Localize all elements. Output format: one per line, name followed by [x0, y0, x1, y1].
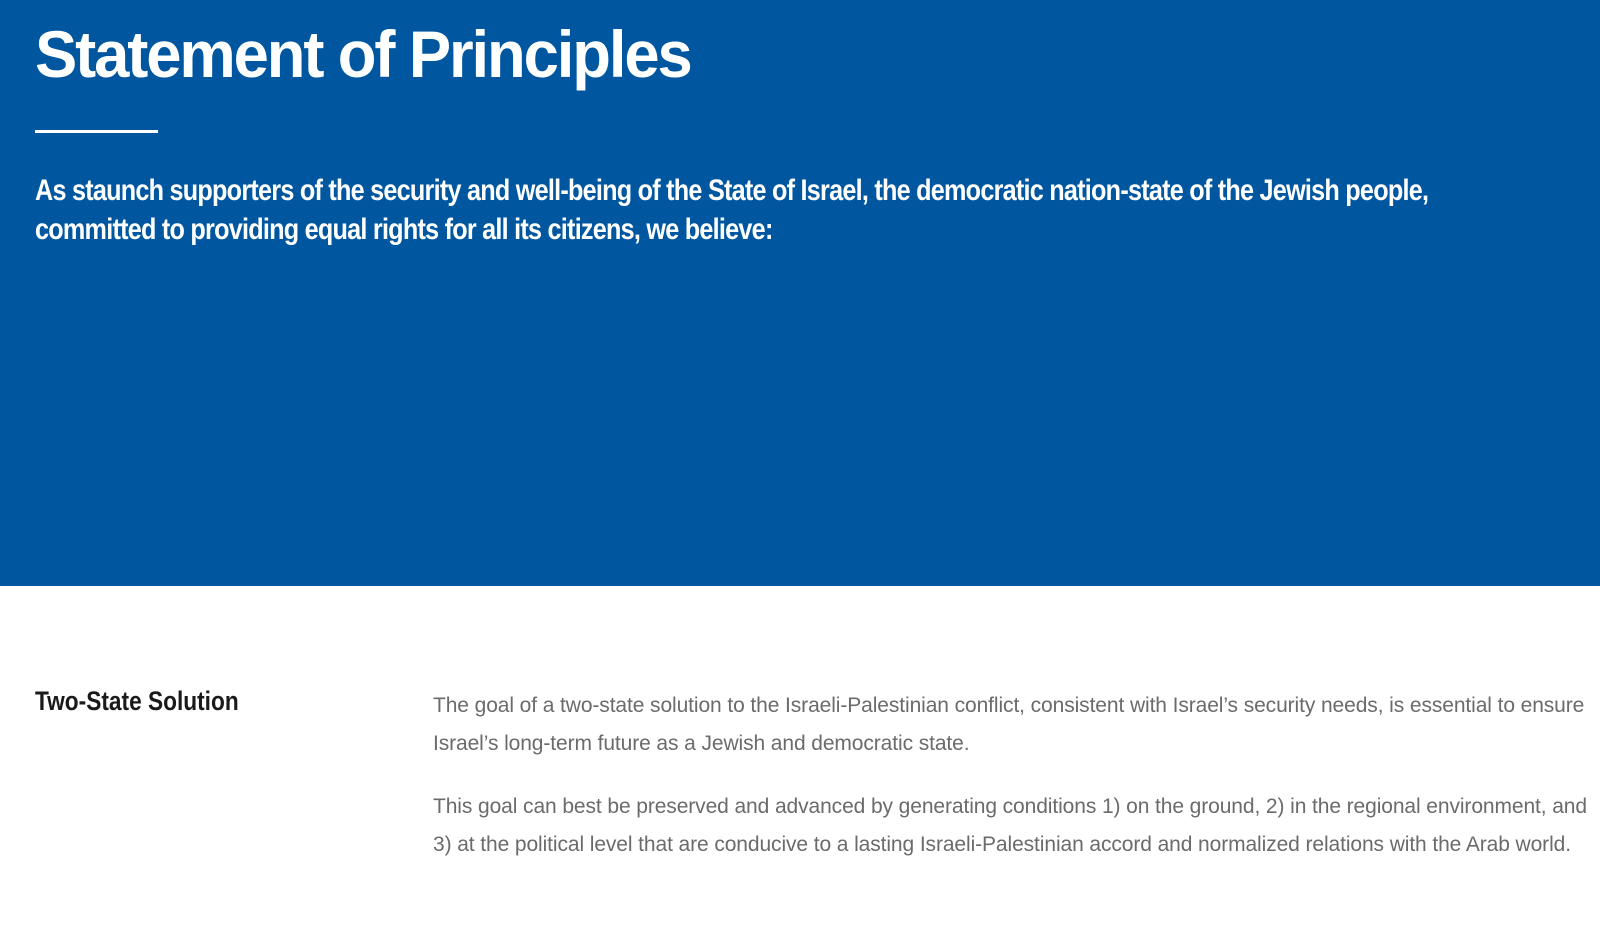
principle-body	[433, 687, 1588, 864]
principle-paragraph: The goal of a two-state solution to the Israeli-Palestinian conflict, consistent with Israel’s security needs, is essential to ensure Israel’s long-term future as a Jewish and democratic state.	[433, 694, 1585, 755]
principle-heading: Two-State Solution	[35, 686, 239, 716]
principle-paragraph: This goal can best be preserved and advanced by generating conditions 1) on the ground, 2) in the regional environment, and 3) at the political level that are conducive to a lasting Israeli-Palestinian accord and normalized relations with the Arab world.	[433, 795, 1587, 856]
page-title: Statement of Principles	[35, 17, 691, 91]
intro-statement: As staunch supporters of the security and well-being of the State of Israel, the democratic nation-state of the Jewish people, committed to providing equal rights for all its citizens, we believe:	[35, 174, 1429, 246]
title-divider	[35, 130, 158, 133]
